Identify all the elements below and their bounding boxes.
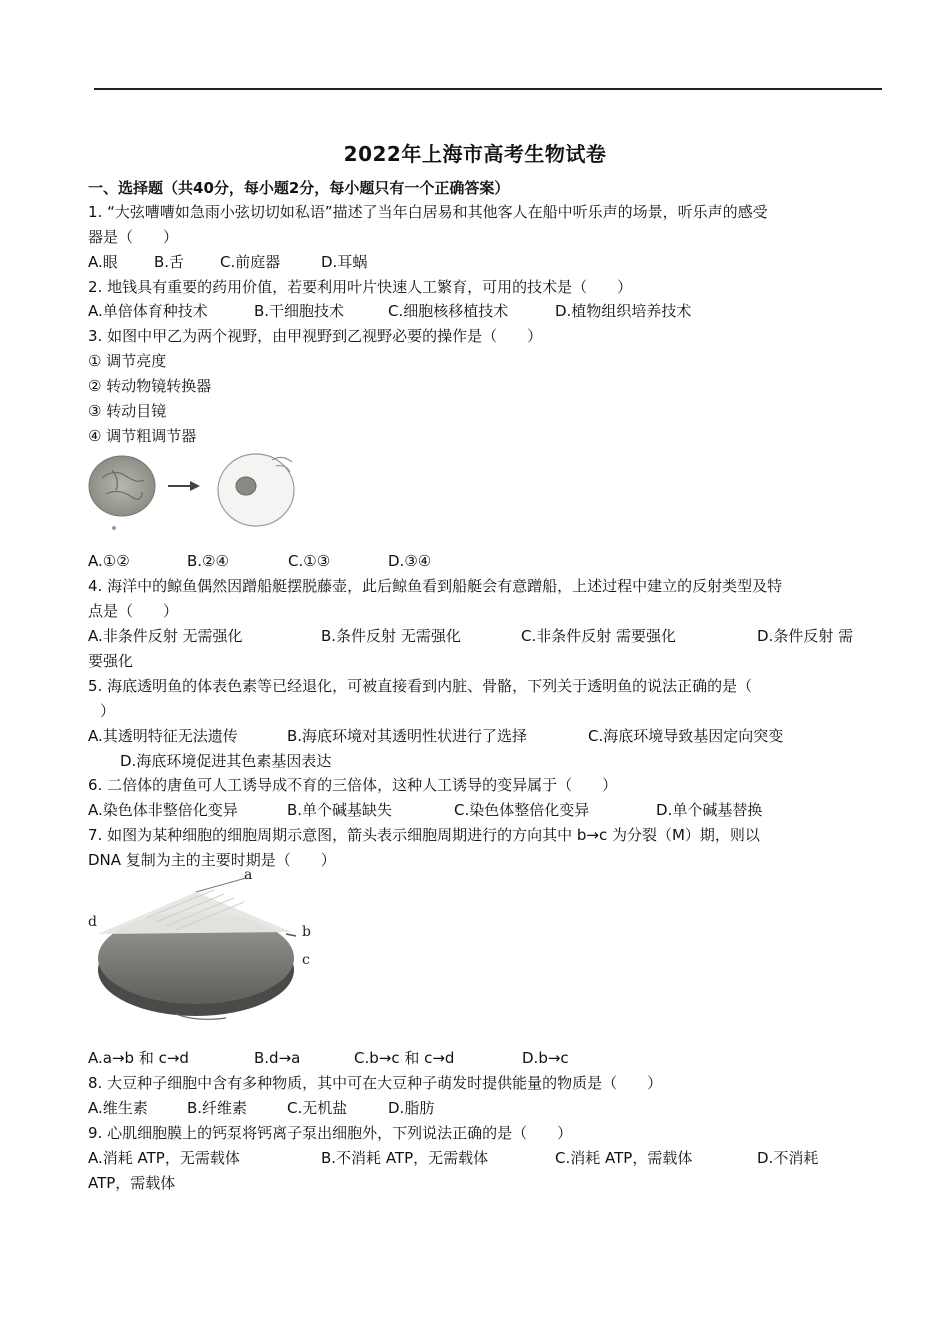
question-4-stem-cont: 点是（ ） [88,602,179,620]
question-7-stem: 7. 如图为某种细胞的细胞周期示意图，箭头表示细胞周期进行的方向其中 b→c 为分裂（M）期，则以 [88,826,760,844]
question-7-stem-cont: DNA 复制为主的主要时期是（ ） [88,851,336,869]
option-a: A.维生素 [88,1099,148,1117]
option-c: C.①③ [288,552,331,570]
section-heading: 一、选择题（共40分，每小题2分，每小题只有一个正确答案） [88,179,510,197]
question-1-stem: 1. “大弦嘈嘈如急雨小弦切切如私语”描述了当年白居易和其他客人在船中听乐声的场景，听乐声的感受 [88,203,768,221]
option-b: B.干细胞技术 [254,302,345,320]
option-b: B.不消耗 ATP，无需载体 [321,1149,489,1167]
option-b: B.条件反射 无需强化 [321,627,461,645]
question-5-stem-cont: ） [100,702,116,720]
option-a: A.①② [88,552,130,570]
option-b: B.单个碱基缺失 [287,801,393,819]
option-c: C.b→c 和 c→d [354,1049,455,1067]
option-c: C.前庭器 [220,253,281,271]
question-2-stem: 2. 地钱具有重要的药用价值，若要利用叶片快速人工繁育，可用的技术是（ ） [88,278,633,296]
question-3-item-2: ② 转动物镜转换器 [88,377,212,395]
option-d: D.③④ [388,552,432,570]
field-1 [89,456,155,516]
option-a: A.单倍体育种技术 [88,302,208,320]
option-a: A.染色体非整倍化变异 [88,801,238,819]
question-9-stem: 9. 心肌细胞膜上的钙泵将钙离子泵出细胞外，下列说法正确的是（ ） [88,1124,573,1142]
option-a: A.消耗 ATP，无需载体 [88,1149,240,1167]
question-5-option-d: D.海底环境促进其色素基因表达 [120,752,332,770]
option-b: B.d→a [254,1049,301,1067]
question-4-stem: 4. 海洋中的鲸鱼偶然因蹭船艇摆脱藤壶，此后鲸鱼看到船艇会有意蹭船，上述过程中建立的反射类型及特 [88,577,783,595]
question-9-option-d-cont: ATP，需载体 [88,1174,176,1192]
option-c: C.非条件反射 需要强化 [521,627,677,645]
option-a: A.非条件反射 无需强化 [88,627,243,645]
question-5-stem: 5. 海底透明鱼的体表色素等已经退化，可被直接看到内脏、骨骼，下列关于透明鱼的说法正确的是（ [88,677,753,695]
option-b: B.海底环境对其透明性状进行了选择 [287,727,528,745]
option-a: A.其透明特征无法遗传 [88,727,238,745]
question-1-stem-cont: 器是（ ） [88,228,179,246]
question-3-stem: 3. 如图中甲乙为两个视野，由甲视野到乙视野必要的操作是（ ） [88,327,543,345]
question-3-item-4: ④ 调节粗调节器 [88,427,197,445]
question-6-stem: 6. 二倍体的唐鱼可人工诱导成不育的三倍体，这种人工诱导的变异属于（ ） [88,776,618,794]
option-d: D.脂肪 [388,1099,435,1117]
label-d: d [88,914,97,930]
question-4-option-d-cont: 要强化 [88,652,134,670]
option-d: D.耳蜗 [321,253,368,271]
option-c: C.海底环境导致基因定向突变 [588,727,784,745]
microscope-fields-figure [86,450,306,542]
option-d: D.不消耗 [757,1149,819,1167]
option-d: D.b→c [522,1049,569,1067]
question-8-stem: 8. 大豆种子细胞中含有多种物质，其中可在大豆种子萌发时提供能量的物质是（ ） [88,1074,663,1092]
label-b: b [302,924,311,940]
label-c: c [302,952,310,968]
page-title: 2022年上海市高考生物试卷 [343,142,607,166]
option-d: D.植物组织培养技术 [555,302,692,320]
option-a: A.眼 [88,253,118,271]
question-3-item-1: ① 调节亮度 [88,352,167,370]
option-b: B.纤维素 [187,1099,248,1117]
field-2 [218,454,294,526]
label-a: a [244,867,253,883]
header-rule [94,88,882,90]
option-a: A.a→b 和 c→d [88,1049,189,1067]
option-c: C.细胞核移植技术 [388,302,509,320]
question-3-item-3: ③ 转动目镜 [88,402,167,420]
option-d: D.条件反射 需 [757,627,854,645]
option-b: B.舌 [154,253,185,271]
option-d: D.单个碱基替换 [656,801,763,819]
option-b: B.②④ [187,552,229,570]
option-c: C.染色体整倍化变异 [454,801,590,819]
cell-cycle-figure [86,864,326,1026]
option-c: C.无机盐 [287,1099,348,1117]
option-c: C.消耗 ATP，需载体 [555,1149,693,1167]
